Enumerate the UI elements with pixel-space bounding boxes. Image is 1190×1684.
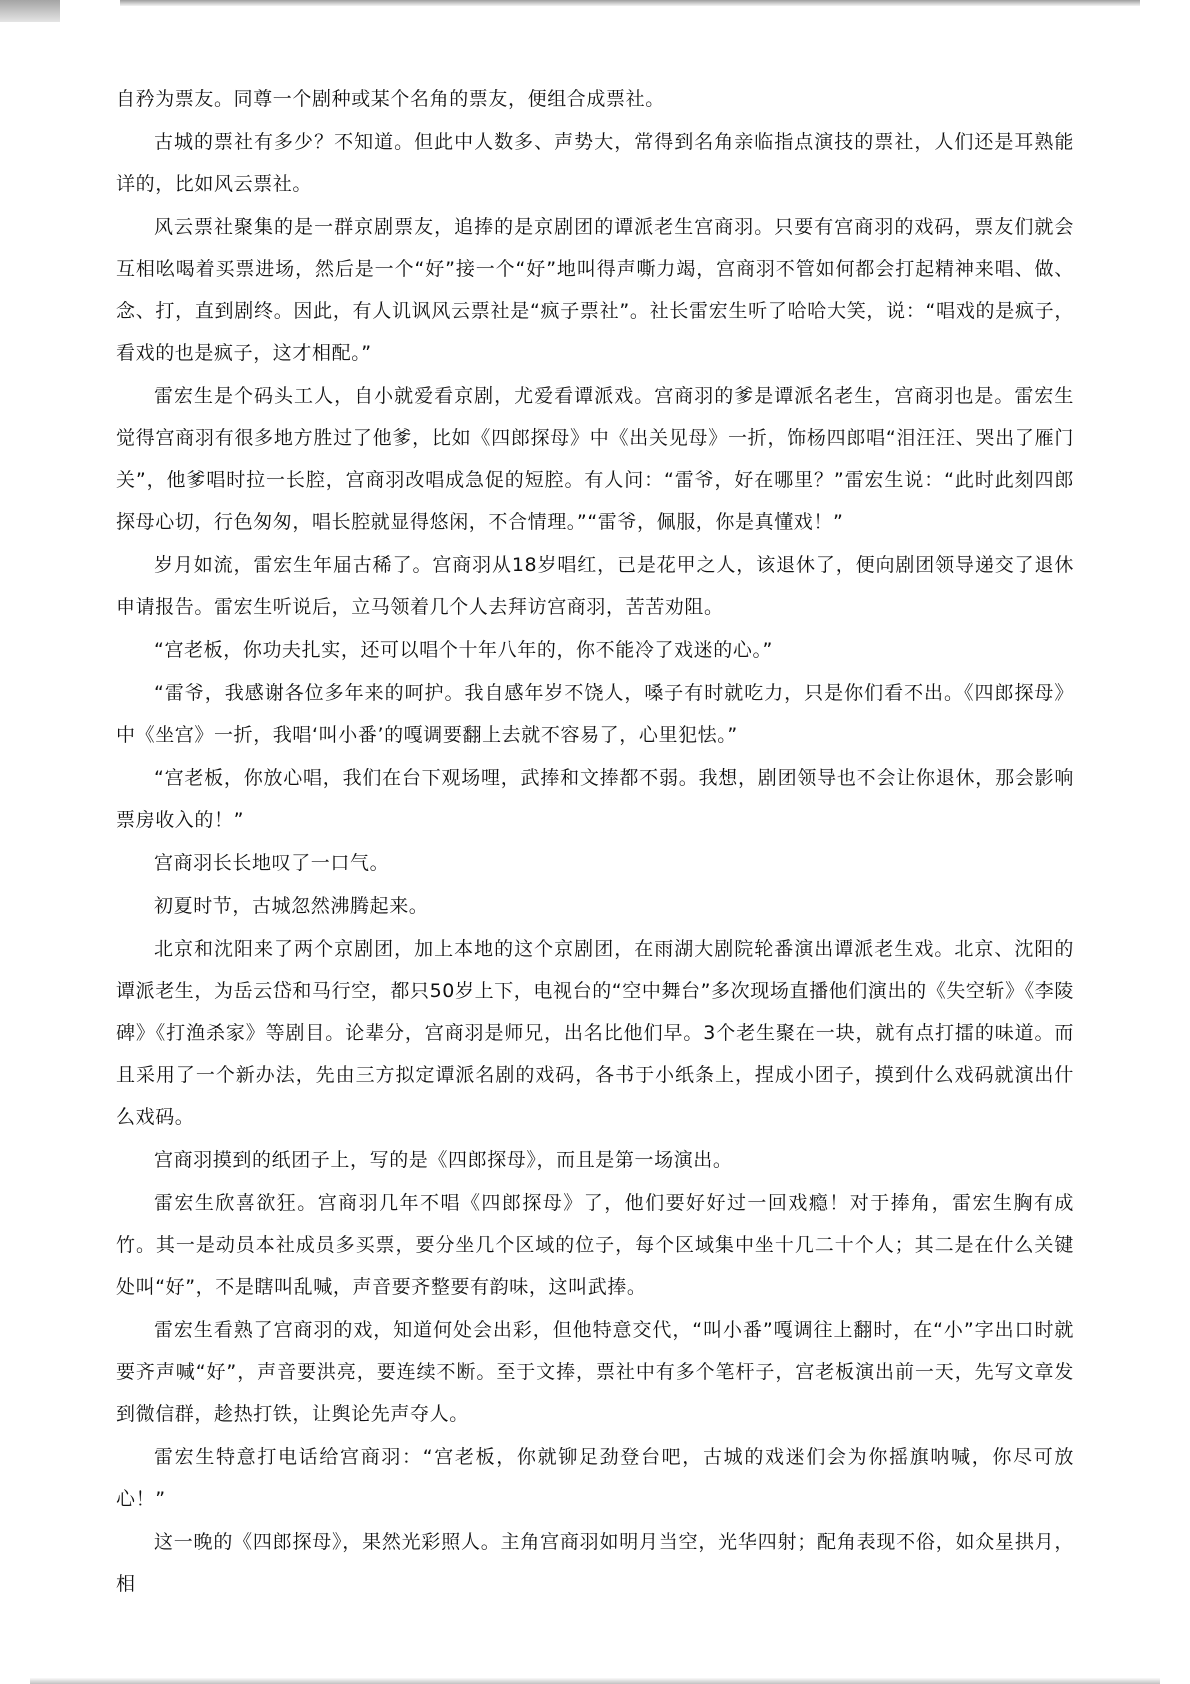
paragraph-12: 宫商羽摸到的纸团子上，写的是《四郎探母》，而且是第一场演出。 (154, 1149, 733, 1171)
paragraph-8: “宫老板，你放心唱，我们在台下观场哩，武捧和文捧都不弱。我想，剧团领导也不会让你退休，那会影响票房收入的！” (116, 767, 1074, 831)
paragraph-4: 雷宏生是个码头工人，自小就爱看京剧，尤爱看谭派戏。宫商羽的爹是谭派名老生，宫商羽也是。雷宏生觉得宫商羽有很多地方胜过了他爹，比如《四郎探母》中《出关见母》一折，饰杨四郎唱“泪汪汪、哭出了雁门关”，他爹唱时拉一长腔，宫商羽改唱成急促的短腔。有人问：“雷爷，好在哪里？”雷宏生说：“此时此刻四郎探母心切，行色匆匆，唱长腔就显得悠闲，不合情理。”“雷爷，佩服，你是真懂戏！” (116, 385, 1074, 533)
paragraph-6: “宫老板，你功夫扎实，还可以唱个十年八年的，你不能冷了戏迷的心。” (154, 639, 773, 661)
scan-shadow-bottom (30, 1678, 1160, 1684)
paragraph-7: “雷爷，我感谢各位多年来的呵护。我自感年岁不饶人，嗓子有时就吃力，只是你们看不出。《四郎探母》中《坐宫》一折，我唱‘叫小番’的嘎调要翻上去就不容易了，心里犯怯。” (116, 682, 1074, 746)
paragraph-2: 古城的票社有多少？不知道。但此中人数多、声势大，常得到名角亲临指点演技的票社，人们还是耳熟能详的，比如风云票社。 (116, 131, 1074, 195)
paragraph-11: 北京和沈阳来了两个京剧团，加上本地的这个京剧团，在雨湖大剧院轮番演出谭派老生戏。北京、沈阳的谭派老生，为岳云岱和马行空，都只50岁上下，电视台的“空中舞台”多次现场直播他们演出的《失空斩》《李陵碑》《打渔杀家》等剧目。论辈分，宫商羽是师兄，出名比他们早。3个老生聚在一块，就有点打擂的味道。而且采用了一个新办法，先由三方拟定谭派名剧的戏码，各书于小纸条上，捏成小团子，摸到什么戏码就演出什么戏码。 (116, 938, 1074, 1128)
paragraph-1: 自矜为票友。同尊一个剧种或某个名角的票友，便组合成票社。 (116, 88, 665, 110)
scan-shadow-top-left (0, 0, 60, 22)
paragraph-14: 雷宏生看熟了宫商羽的戏，知道何处会出彩，但他特意交代，“叫小番”嘎调往上翻时，在“小”字出口时就要齐声喊“好”，声音要洪亮，要连续不断。至于文捧，票社中有多个笔杆子，宫老板演出前一天，先写文章发到微信群，趁热打铁，让舆论先声夺人。 (116, 1319, 1074, 1425)
paragraph-13: 雷宏生欣喜欲狂。宫商羽几年不唱《四郎探母》了，他们要好好过一回戏瘾！对于捧角，雷宏生胸有成竹。其一是动员本社成员多买票，要分坐几个区域的位子，每个区域集中坐十几二十个人；其二是在什么关键处叫“好”，不是瞎叫乱喊，声音要齐整要有韵味，这叫武捧。 (116, 1192, 1074, 1298)
paragraph-10: 初夏时节，古城忽然沸腾起来。 (154, 895, 429, 917)
scan-shadow-top (120, 0, 1140, 6)
paragraph-9: 宫商羽长长地叹了一口气。 (154, 852, 390, 874)
paragraph-5: 岁月如流，雷宏生年届古稀了。宫商羽从18岁唱红，已是花甲之人，该退休了，便向剧团领导递交了退休申请报告。雷宏生听说后，立马领着几个人去拜访宫商羽，苦苦劝阻。 (116, 554, 1074, 618)
paragraph-3: 风云票社聚集的是一群京剧票友，追捧的是京剧团的谭派老生宫商羽。只要有宫商羽的戏码，票友们就会互相吆喝着买票进场，然后是一个“好”接一个“好”地叫得声嘶力竭，宫商羽不管如何都会打起精神来唱、做、念、打，直到剧终。因此，有人讥讽风云票社是“疯子票社”。社长雷宏生听了哈哈大笑，说：“唱戏的是疯子，看戏的也是疯子，这才相配。” (116, 216, 1074, 364)
document-page (116, 78, 1074, 1605)
paragraph-15: 雷宏生特意打电话给宫商羽：“宫老板，你就铆足劲登台吧，古城的戏迷们会为你摇旗呐喊，你尽可放心！” (116, 1446, 1074, 1510)
paragraph-16: 这一晚的《四郎探母》，果然光彩照人。主角宫商羽如明月当空，光华四射；配角表现不俗，如众星拱月，相 (116, 1531, 1074, 1595)
